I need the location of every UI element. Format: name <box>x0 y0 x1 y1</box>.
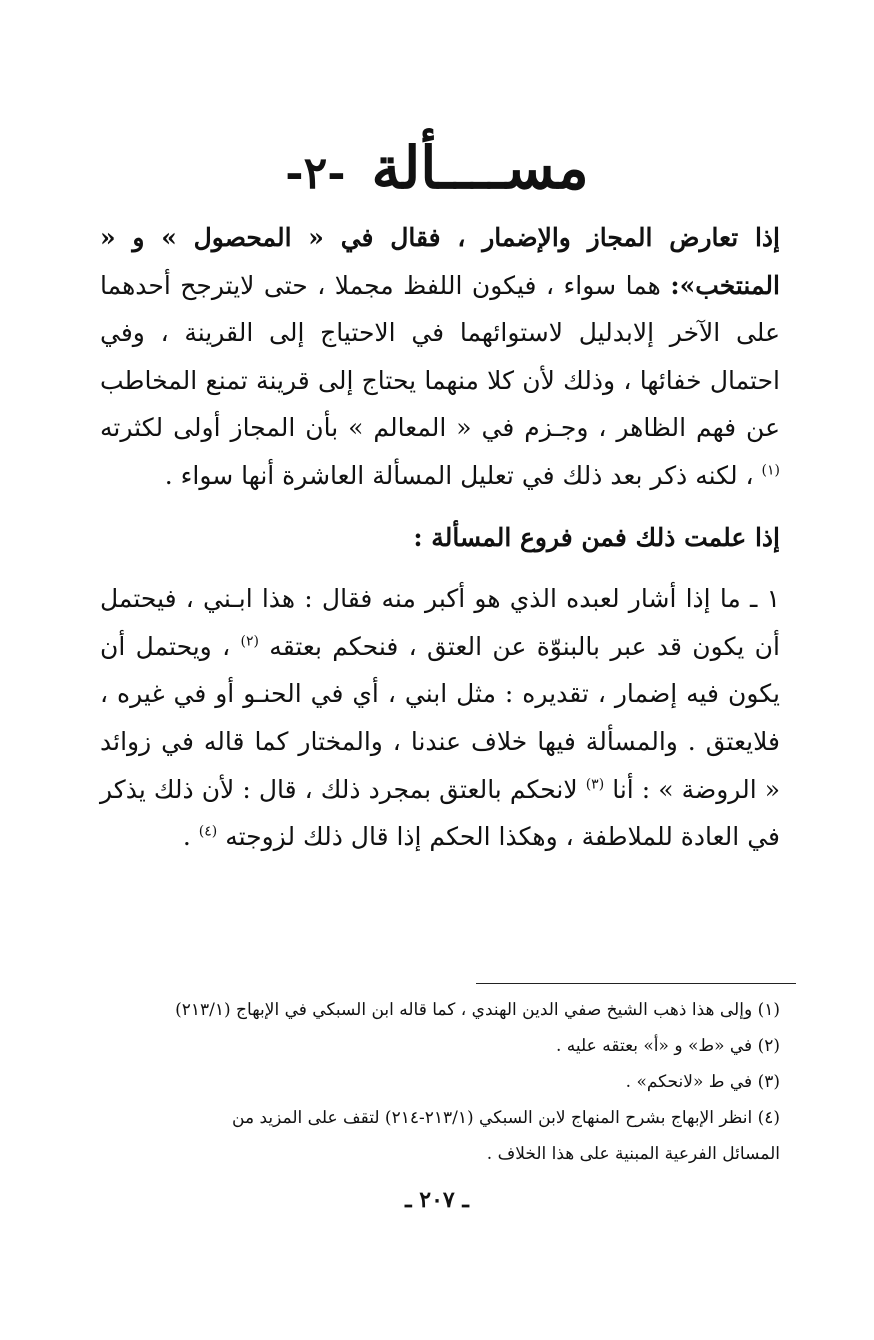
paragraph-2 <box>100 575 780 861</box>
footnote-divider <box>476 983 796 984</box>
footnote-3: (٣) في ط «لانحكم» . <box>625 1072 780 1092</box>
footnote-ref-2: (٢) <box>240 633 259 650</box>
subheading: إذا علمت ذلك فمن فروع المسألة : <box>413 522 780 552</box>
paragraph-2-text-a: ١ ـ ما إذا أشار لعبده الذي هو أكبر منه فقال : هذا ابـني ، فيحتمل أن يكون قد عبر بالبنوّة عن العتق ، فنحكم بعتقه <box>100 584 780 661</box>
page-heading <box>0 118 874 224</box>
heading-title: مســــألة <box>371 134 589 202</box>
page-number: ـ ٢٠٧ ـ <box>405 1187 469 1213</box>
paragraph-1-text-a: هما سواء ، فيكون اللفظ مجملا ، حتى لايترجح أحدهما على الآخر إلابدليل لاستوائهما في الاحتياج إلى القرينة ، وفي احتمال خفائها ، وذلك لأن كلا منهما يحتاج إلى قرينة تمنع المخاطب عن فهم الظاهر ، وجـزم في « المعالم » بأن المجاز أولى لكثرته <box>100 270 780 443</box>
footnotes <box>100 992 780 1172</box>
paragraph-1-text-b: ، لكنه ذكر بعد ذلك في تعليل المسألة العاشرة أنها سواء . <box>164 460 754 490</box>
footnote-ref-4: (٤) <box>198 823 218 840</box>
main-text <box>100 214 780 861</box>
footnote-4: (٤) انظر الإبهاج بشرح المنهاج لابن السبكي (٢١٣/١-٢١٤) لتقف على المزيد من <box>232 1108 780 1128</box>
paragraph-2-end: . <box>182 822 191 852</box>
footnote-ref-1: (١) <box>761 462 780 479</box>
paragraph-1 <box>100 214 780 500</box>
footnote-ref-3: (٣) <box>585 776 605 793</box>
footnote-1: (١) وإلى هذا ذهب الشيخ صفي الدين الهندي ، كما قاله ابن السبكي في الإبهاج (٢١٣/١) <box>175 1000 780 1020</box>
footnote-2: (٢) في «ط» و «أ» بعتقه عليه . <box>556 1036 780 1056</box>
heading-number: -٢- <box>285 148 346 199</box>
paragraph-2-text-c: لانحكم بالعتق بمجرد ذلك ، قال : لأن ذلك يذكر في العادة للملاطفة ، وهكذا الحكم إذا قال ذلك لزوجته <box>100 774 780 852</box>
paragraph-1-lead: إذا تعارض المجاز والإضمار ، فقال في « المحصول » و « المنتخب»: <box>100 223 780 300</box>
paragraph-2-text-b: ، ويحتمل أن يكون فيه إضمار ، تقديره : مثل ابني ، أي في الحنـو أو في غيره ، فلايعتق . والمسألة فيها خلاف عندنا ، والمختار كما قاله في زوائد « الروضة » : أنا <box>100 631 781 804</box>
footnote-4-continuation: المسائل الفرعية المبنية على هذا الخلاف . <box>486 1144 780 1164</box>
